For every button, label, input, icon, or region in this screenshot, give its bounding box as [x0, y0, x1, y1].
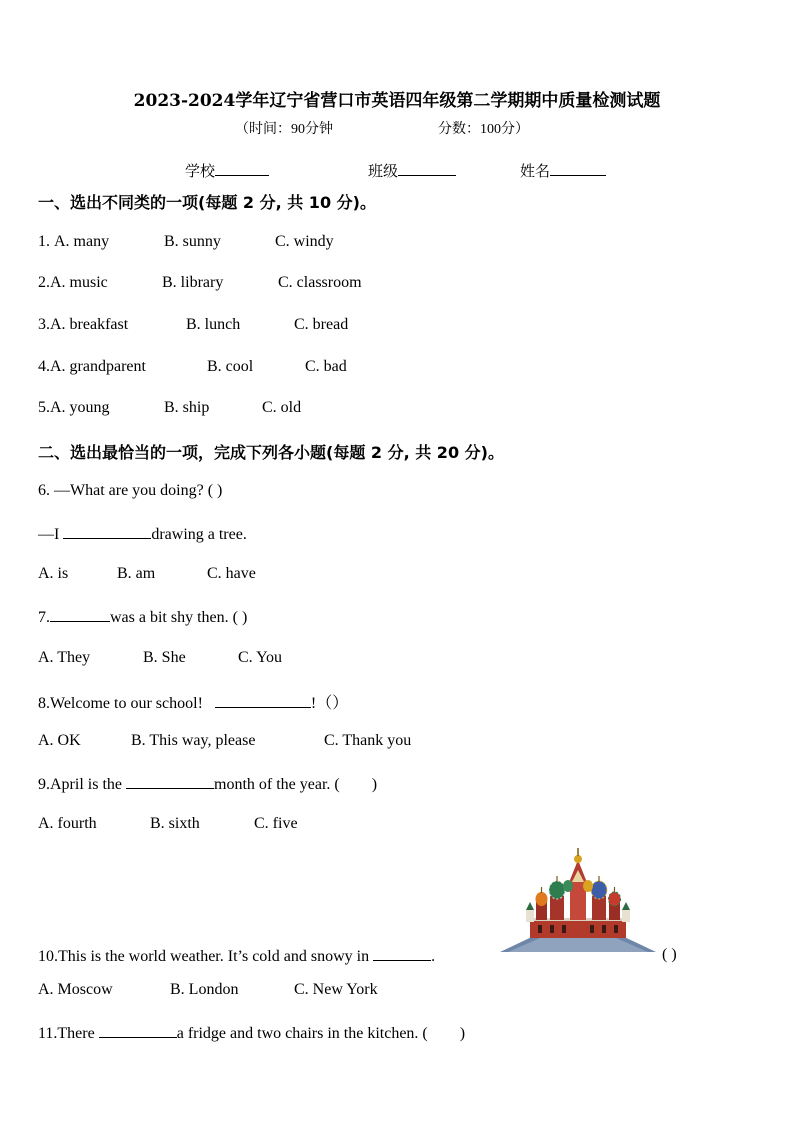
section-2-title: 二、选出最恰当的一项，完成下列各小题(每题 2 分, 共 20 分)。	[38, 443, 504, 462]
question-6-options	[38, 565, 256, 583]
question-8-options	[38, 732, 411, 750]
answer-blank	[373, 946, 431, 961]
question-number: 3.	[38, 316, 50, 333]
question-5	[38, 399, 301, 417]
question-7-options	[38, 649, 282, 667]
option-c: C. bad	[305, 358, 347, 375]
option-b: B. am	[117, 565, 156, 582]
answer-blank	[50, 607, 110, 622]
question-number: 7.	[38, 609, 50, 626]
question-4	[38, 358, 347, 376]
question-text: 9.April is the	[38, 776, 126, 793]
question-suffix: !（）	[310, 695, 349, 712]
question-11-stem	[38, 1023, 465, 1043]
question-8-stem	[38, 690, 348, 713]
exam-meta	[235, 118, 529, 138]
question-7-stem	[38, 607, 247, 627]
option-b: B. lunch	[186, 316, 241, 333]
question-number: 2.	[38, 274, 50, 291]
saint-basils-cathedral-image	[500, 848, 656, 954]
option-a: A. Moscow	[38, 981, 113, 998]
question-suffix: month of the year. ( )	[214, 776, 378, 793]
option-a: A. fourth	[38, 815, 97, 832]
option-c: C. bread	[294, 316, 349, 333]
question-9-options	[38, 815, 298, 833]
question-6-stem: 6. —What are you doing? ( )	[38, 482, 223, 499]
question-10-paren: ( )	[662, 946, 677, 963]
school-blank	[215, 161, 269, 176]
question-suffix: a fridge and two chairs in the kitchen. ( )	[176, 1025, 466, 1042]
option-a: A. They	[38, 649, 91, 666]
option-a: A. many	[54, 233, 110, 250]
question-number: 4.	[38, 358, 50, 375]
class-field	[368, 160, 456, 181]
option-b: B. She	[143, 649, 186, 666]
question-1	[38, 233, 334, 251]
option-a: A. music	[50, 274, 108, 291]
question-text: was a bit shy then. ( )	[110, 609, 248, 626]
reply-suffix: drawing a tree.	[151, 526, 247, 543]
option-c: C. five	[254, 815, 298, 832]
question-number: 5.	[38, 399, 50, 416]
option-a: A. OK	[38, 732, 81, 749]
class-label: 班级	[368, 164, 399, 180]
section-1-title: 一、选出不同类的一项(每题 2 分, 共 10 分)。	[38, 193, 376, 212]
option-b: B. library	[162, 274, 224, 291]
name-field	[520, 160, 606, 181]
option-a: A. is	[38, 565, 69, 582]
class-blank	[398, 161, 456, 176]
option-c: C. have	[207, 565, 256, 582]
option-b: B. ship	[164, 399, 210, 416]
option-c: C. Thank you	[324, 732, 412, 749]
page-title: 2023-2024学年辽宁省营口市英语四年级第二学期期中质量检测试题	[133, 91, 661, 111]
question-9-stem	[38, 774, 377, 794]
school-label: 学校	[185, 164, 216, 180]
option-c: C. windy	[275, 233, 334, 250]
answer-blank	[63, 524, 151, 539]
name-blank	[550, 161, 606, 176]
option-a: A. young	[50, 399, 110, 416]
answer-blank	[126, 774, 214, 789]
option-b: B. sunny	[164, 233, 221, 250]
exam-score: 分数：100分）	[438, 122, 529, 137]
option-a: A. grandparent	[50, 358, 146, 375]
option-b: B. London	[170, 981, 239, 998]
question-2	[38, 274, 362, 292]
question-number: 1.	[38, 233, 54, 250]
question-text: 11.There	[38, 1025, 99, 1042]
question-suffix: .	[431, 948, 436, 965]
reply-prefix: —I	[38, 526, 64, 543]
school-field	[185, 160, 269, 181]
option-c: C. New York	[294, 981, 378, 998]
option-b: B. sixth	[150, 815, 200, 832]
exam-time: （时间：90分钟	[235, 122, 333, 137]
question-10-stem	[38, 946, 435, 966]
question-3	[38, 316, 348, 334]
option-b: B. This way, please	[131, 732, 256, 749]
name-label: 姓名	[520, 164, 551, 180]
question-10-options	[38, 981, 378, 999]
option-c: C. classroom	[278, 274, 362, 291]
option-a: A. breakfast	[50, 316, 129, 333]
question-6-reply	[38, 524, 247, 544]
question-text: 8.Welcome to our school!	[38, 695, 215, 712]
option-c: C. old	[262, 399, 302, 416]
answer-blank	[215, 693, 311, 708]
answer-blank	[99, 1023, 177, 1038]
question-text: 10.This is the world weather. It’s cold and snowy in	[38, 948, 374, 965]
option-b: B. cool	[207, 358, 254, 375]
option-c: C. You	[238, 649, 283, 666]
